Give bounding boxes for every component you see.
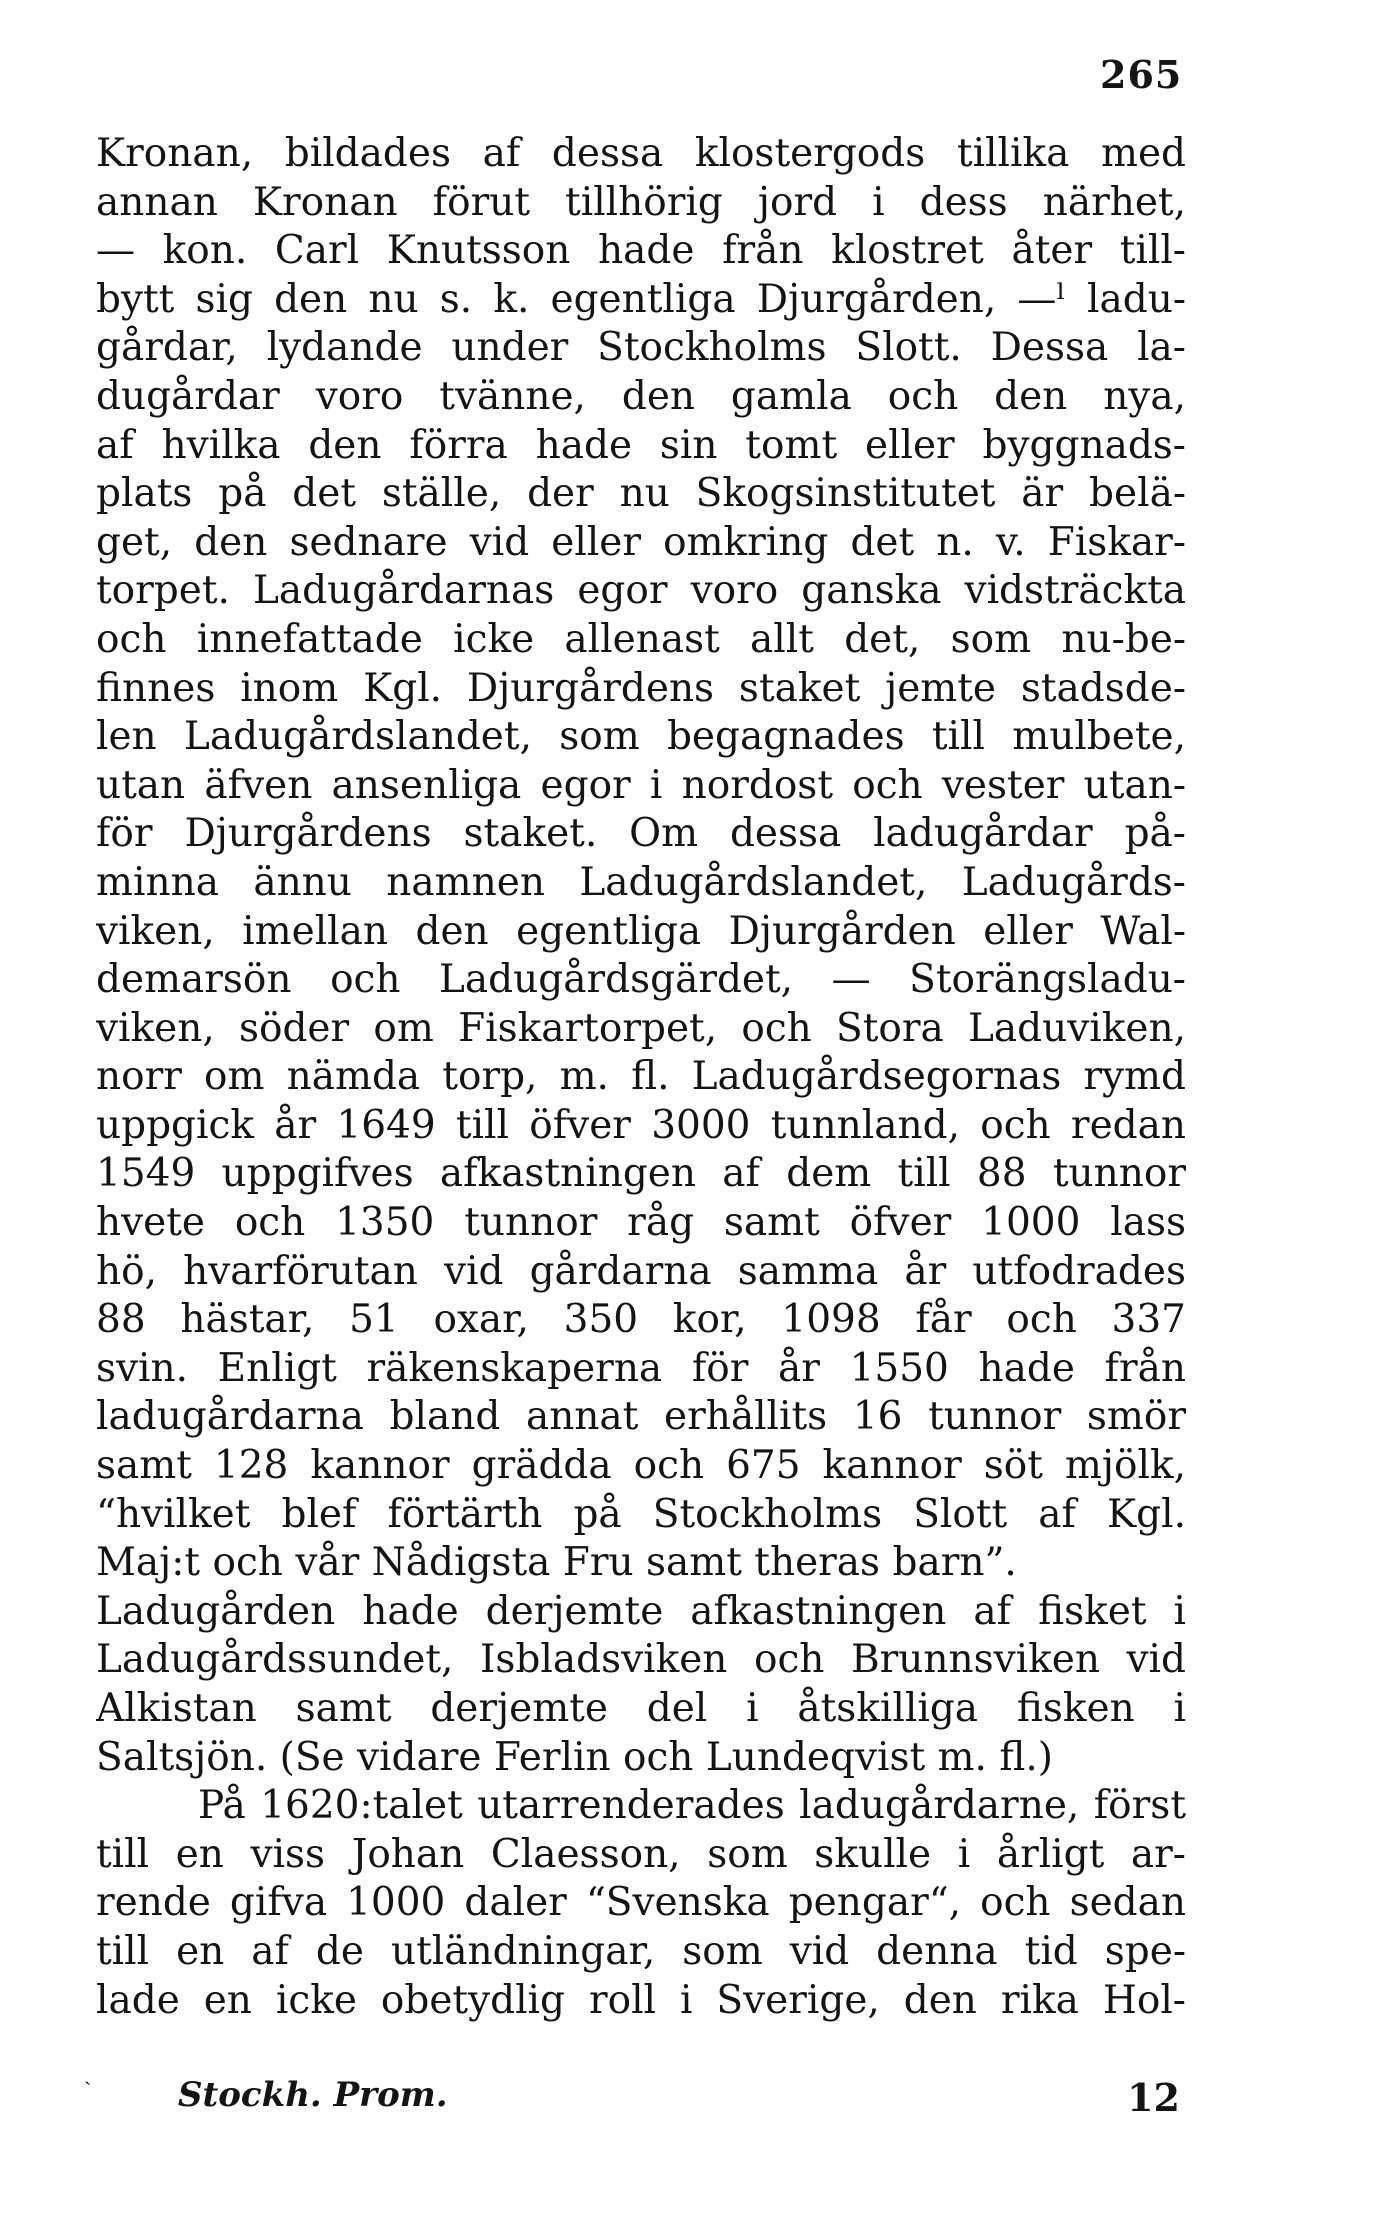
text-line: plats på det ställe, der nu Skogsinstitutet är belä- (96, 471, 1186, 517)
text-line: Saltsjön. (Se vidare Ferlin och Lundeqvist m. fl.) (96, 1734, 1053, 1780)
text-line: af hvilka den förra hade sin tomt eller byggnads- (96, 422, 1186, 468)
text-line: Kronan, bildades af dessa klostergods tillika med (96, 131, 1186, 176)
text-line: utan äfven ansenliga egor i nordost och vester utan- (96, 762, 1186, 808)
text-line: torpet. Ladugårdarnas egor voro ganska vidsträckta (96, 568, 1186, 614)
text-line: Alkistan samt derjemte del i åtskilliga fisken i (96, 1686, 1186, 1731)
text-line: svin. Enligt räkenskaperna för år 1550 hade från (96, 1345, 1186, 1391)
signature-number: 12 (1127, 2075, 1180, 2120)
text-line: — kon. Carl Knutsson hade från klostret åter till- (96, 228, 1186, 274)
text-line: viken, imellan den egentliga Djurgården eller Wal- (96, 908, 1186, 954)
text-line: get, den sednare vid eller omkring det n. v. Fiskar- (96, 519, 1186, 565)
text-line: finnes inom Kgl. Djurgårdens staket jemte stadsde- (96, 665, 1186, 711)
margin-mark: ˏ (84, 2061, 92, 2086)
text-line: annan Kronan förut tillhörig jord i dess närhet, (96, 179, 1186, 225)
text-line: samt 128 kannor grädda och 675 kannor söt mjölk, (96, 1443, 1186, 1489)
text-line: Ladugårdssundet, Isbladsviken och Brunnsviken vid (96, 1637, 1186, 1683)
text-line: till en viss Johan Claesson, som skulle i årligt ar- (96, 1831, 1186, 1877)
text-line: len Ladugårdslandet, som begagnades till mulbete, (96, 714, 1186, 760)
text-line: för Djurgårdens staket. Om dessa ladugårdar på- (96, 811, 1186, 857)
text-line: rende gifva 1000 daler “Svenska pengar“, och sedan (96, 1880, 1186, 1926)
text-line: hvete och 1350 tunnor råg samt öfver 1000 lass (96, 1200, 1186, 1246)
text-line: Maj:t och vår Nådigsta Fru samt theras barn”. (96, 1540, 1017, 1586)
text-line: Ladugården hade derjemte afkastningen af fisket i (96, 1588, 1186, 1634)
text-line: “hvilket blef förtärth på Stockholms Slott af Kgl. (96, 1491, 1186, 1537)
text-line: hö, hvarförutan vid gårdarna samma år utfodrades (96, 1248, 1186, 1294)
text-line: gårdar, lydande under Stockholms Slott. Dessa la- (96, 325, 1186, 371)
text-line: demarsön och Ladugårdsgärdet, — Storängsladu- (96, 957, 1186, 1003)
text-line: till en af de utländningar, som vid denna tid spe- (96, 1928, 1186, 1974)
text-line: 1549 uppgifves afkastningen af dem till 88 tunnor (96, 1151, 1186, 1197)
text-line: dugårdar voro tvänne, den gamla och den nya, (96, 373, 1186, 419)
text-line: 88 hästar, 51 oxar, 350 kor, 1098 får och 337 (96, 1297, 1186, 1343)
text-line: viken, söder om Fiskartorpet, och Stora Laduviken, (96, 1005, 1186, 1051)
text-line: och innefattade icke allenast allt det, som nu-be- (96, 616, 1186, 662)
text-line: lade en icke obetydlig roll i Sverige, den rika Hol- (96, 1977, 1186, 2023)
text-line: norr om nämda torp, m. fl. Ladugårdsegornas rymd (96, 1054, 1186, 1100)
body-text (96, 130, 1186, 2025)
page-footer (178, 2075, 1180, 2125)
page-number: 265 (1100, 52, 1183, 97)
paragraph-start-line: På 1620:talet utarrenderades ladugårdarne, först (198, 1783, 1186, 1829)
text-line: minna ännu namnen Ladugårdslandet, Ladugårds- (96, 859, 1186, 905)
text-line: ladugårdarna bland annat erhållits 16 tunnor smör (96, 1394, 1186, 1440)
text-line: uppgick år 1649 till öfver 3000 tunnland, och redan (96, 1102, 1186, 1148)
signature-mark: Stockh. Prom. (178, 2075, 448, 2115)
text-line: bytt sig den nu s. k. egentliga Djurgården, —ˡ ladu- (96, 276, 1186, 322)
